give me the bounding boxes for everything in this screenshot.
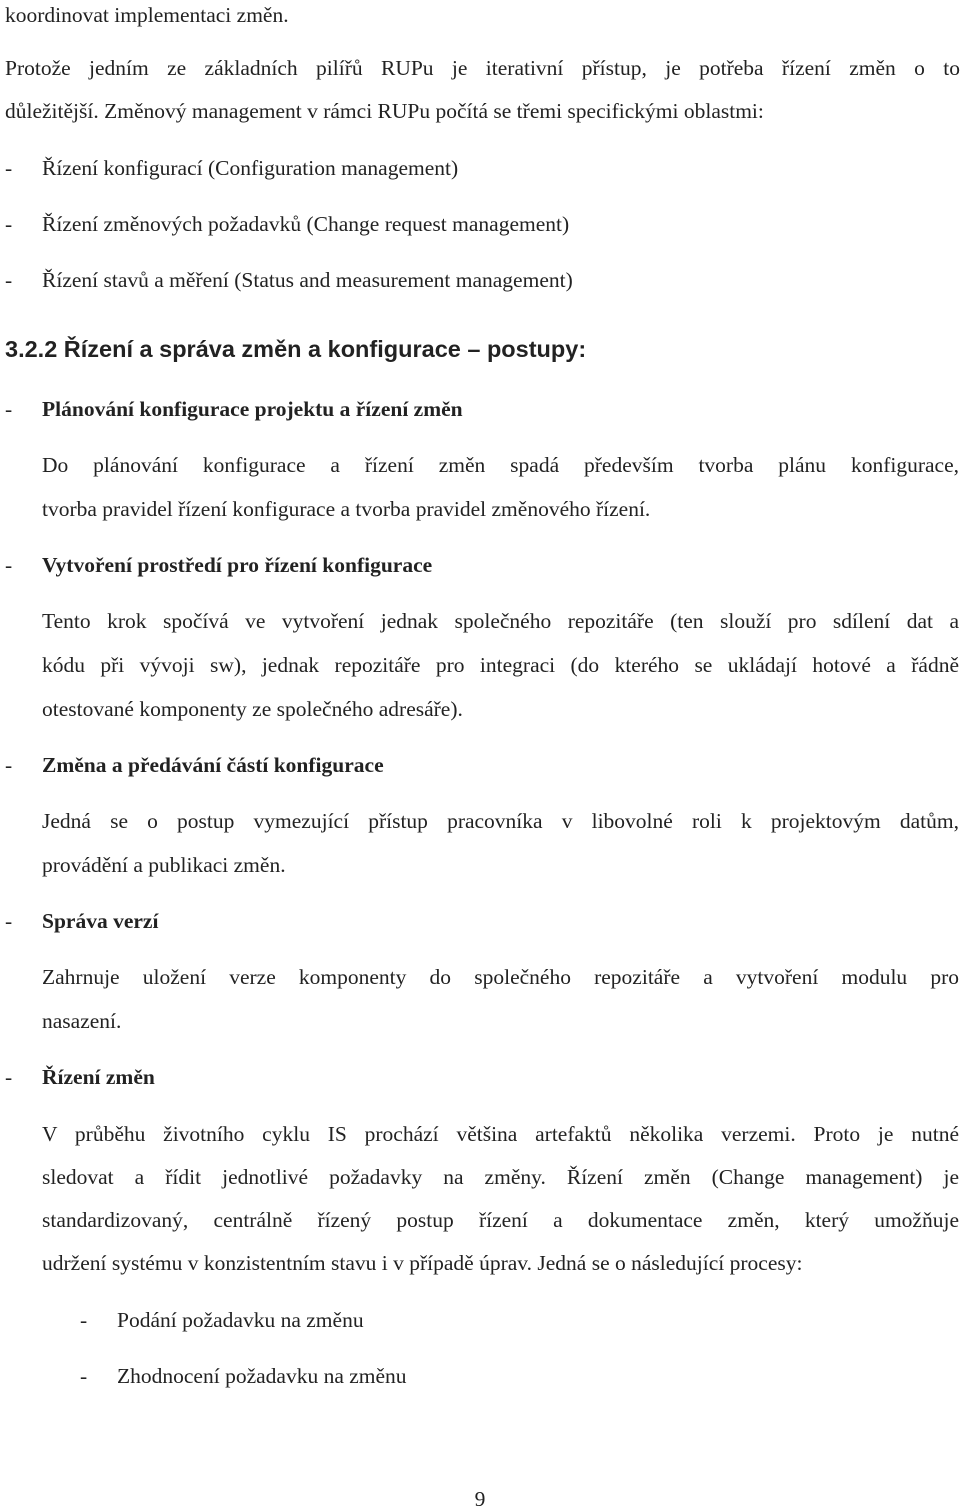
procedure-body-line: provádění a publikaci změn. xyxy=(42,853,286,877)
procedure-body-line: Zahrnuje uložení verze komponenty do společného repozitáře a vytvoření modulu pro xyxy=(42,965,959,989)
process-item: Zhodnocení požadavku na změnu xyxy=(117,1364,407,1388)
procedure-body-line: udržení systému v konzistentním stavu i v případě úprav. Jedná se o následující procesy: xyxy=(42,1251,803,1275)
area-item: Řízení konfigurací (Configuration management) xyxy=(42,156,459,180)
procedure-body-line: Jedná se o postup vymezující přístup pracovníka v libovolné roli k projektovým datům, xyxy=(42,809,959,833)
procedure-title: Správa verzí xyxy=(42,909,159,933)
list-dash: - xyxy=(5,156,13,180)
page-number: 9 xyxy=(474,1487,486,1511)
procedure-body-line: tvorba pravidel řízení konfigurace a tvorba pravidel změnového řízení. xyxy=(42,497,651,521)
sub-list-dash: - xyxy=(80,1308,88,1332)
procedure-body-line: Tento krok spočívá ve vytvoření jednak společného repozitáře (ten slouží pro sdílení dat a xyxy=(42,609,959,633)
sub-list-dash: - xyxy=(80,1364,88,1388)
procedure-body-line: kódu při vývoji sw), jednak repozitáře pro integraci (do kterého se ukládají hotové a řádně xyxy=(42,653,959,677)
area-item: Řízení změnových požadavků (Change request management) xyxy=(42,212,570,236)
section-heading: 3.2.2 Řízení a správa změn a konfigurace – postupy: xyxy=(5,336,587,362)
procedure-title: Vytvoření prostředí pro řízení konfigurace xyxy=(42,553,433,577)
area-item: Řízení stavů a měření (Status and measurement management) xyxy=(42,268,573,292)
list-dash: - xyxy=(5,909,13,933)
process-item: Podání požadavku na změnu xyxy=(117,1308,364,1332)
procedure-title: Řízení změn xyxy=(42,1065,155,1089)
list-dash: - xyxy=(5,212,13,236)
list-dash: - xyxy=(5,553,13,577)
procedure-body-line: nasazení. xyxy=(42,1009,122,1033)
list-dash: - xyxy=(5,753,13,777)
procedure-body-line: otestované komponenty ze společného adresáře). xyxy=(42,697,463,721)
list-dash: - xyxy=(5,397,13,421)
intro-line-2: Protože jedním ze základních pilířů RUPu je iterativní přístup, je potřeba řízení změn o to xyxy=(5,56,960,80)
procedure-title: Změna a předávání částí konfigurace xyxy=(42,753,384,777)
intro-line-1: koordinovat implementaci změn. xyxy=(5,3,289,27)
procedure-body-line: sledovat a řídit jednotlivé požadavky na změny. Řízení změn (Change management) je xyxy=(42,1165,959,1189)
procedure-title: Plánování konfigurace projektu a řízení změn xyxy=(42,397,463,421)
procedure-body-line: standardizovaný, centrálně řízený postup řízení a dokumentace změn, který umožňuje xyxy=(42,1208,959,1232)
procedure-body-line: V průběhu životního cyklu IS prochází většina artefaktů několika verzemi. Proto je nutné xyxy=(42,1122,959,1146)
procedure-body-line: Do plánování konfigurace a řízení změn spadá především tvorba plánu konfigurace, xyxy=(42,453,959,477)
list-dash: - xyxy=(5,1065,13,1089)
intro-line-3: důležitější. Změnový management v rámci RUPu počítá se třemi specifickými oblastmi: xyxy=(5,99,764,123)
list-dash: - xyxy=(5,268,13,292)
